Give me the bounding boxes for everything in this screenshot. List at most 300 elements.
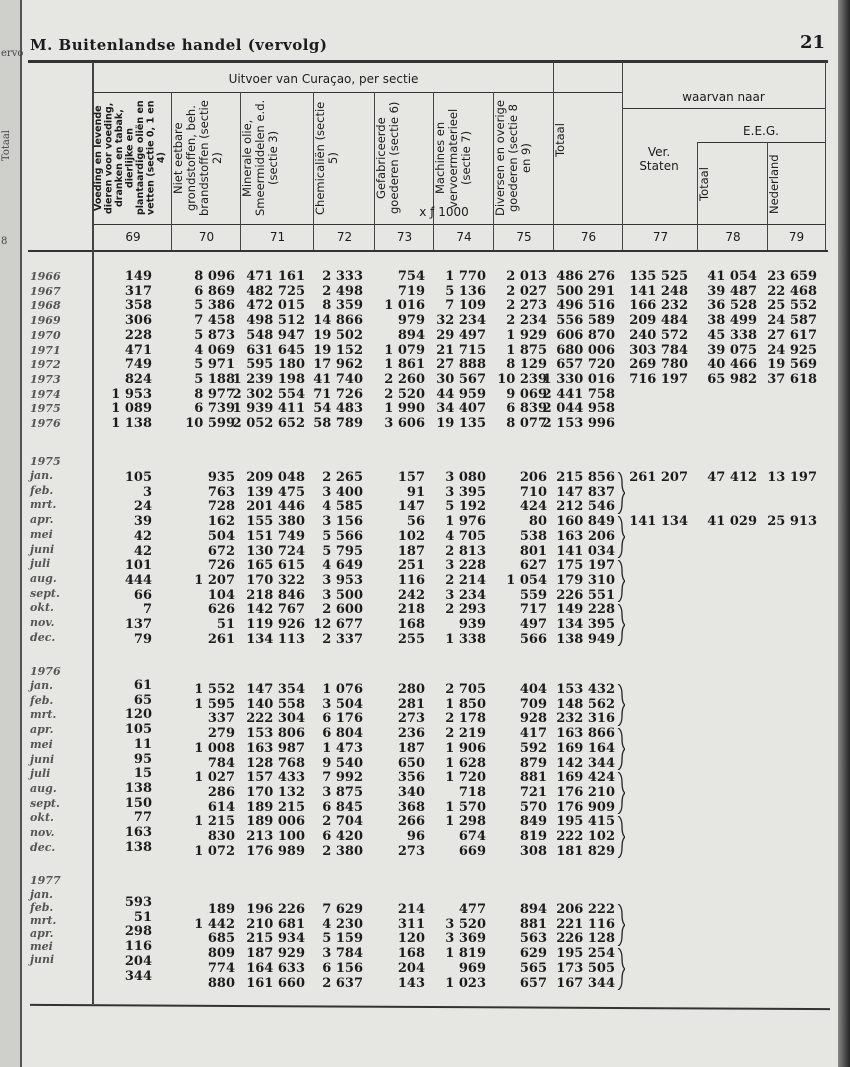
cell-col-69: 163 bbox=[124, 825, 152, 840]
cell-col-70: 726 bbox=[207, 558, 235, 574]
row-label: apr. bbox=[30, 723, 54, 737]
cell-col-76: 221 116 bbox=[556, 916, 615, 932]
cell-col-75: 80 bbox=[528, 514, 547, 530]
cell-col-69: 749 bbox=[124, 357, 152, 373]
quarter-brace bbox=[617, 728, 625, 770]
cell-col-76: 160 849 bbox=[556, 514, 615, 530]
cell-col-71: 196 226 bbox=[246, 902, 305, 917]
cell-col-73: 236 bbox=[397, 726, 425, 742]
header-rule bbox=[92, 224, 825, 225]
cell-col-74: 27 888 bbox=[436, 357, 486, 373]
cell-col-77: 166 232 bbox=[629, 298, 688, 314]
cell-col-75: 2 027 bbox=[506, 283, 547, 299]
cell-col-76: 226 128 bbox=[556, 931, 615, 947]
column-number: 74 bbox=[456, 230, 472, 244]
quarter-brace bbox=[617, 472, 625, 514]
cell-col-74: 21 715 bbox=[436, 342, 486, 358]
cell-col-75: 424 bbox=[519, 499, 547, 515]
header-rule bbox=[622, 108, 825, 109]
cell-col-74: 2 214 bbox=[445, 572, 486, 588]
cell-col-74: 718 bbox=[458, 784, 486, 800]
cell-col-72: 6 804 bbox=[322, 726, 363, 742]
cell-col-70: 4 069 bbox=[194, 342, 235, 358]
cell-col-78: 47 412 bbox=[707, 470, 757, 485]
margin-fragment: ervo bbox=[1, 48, 24, 59]
header-eeg: E.E.G. bbox=[743, 124, 779, 138]
cell-col-72: 71 726 bbox=[313, 386, 363, 402]
cell-col-74: 5 192 bbox=[445, 499, 486, 515]
cell-col-75: 657 bbox=[519, 975, 547, 991]
cell-col-70: 8 977 bbox=[194, 386, 235, 402]
cell-col-74: 969 bbox=[458, 960, 486, 976]
cell-col-71: 128 768 bbox=[246, 755, 305, 771]
cell-col-73: 754 bbox=[397, 269, 425, 284]
cell-col-74: 1 770 bbox=[445, 269, 486, 284]
row-label: feb. bbox=[30, 693, 54, 707]
cell-col-75: 404 bbox=[519, 682, 547, 697]
cell-col-75: 1 054 bbox=[506, 572, 547, 588]
cell-col-76: 215 856 bbox=[556, 470, 615, 485]
cell-col-75: 881 bbox=[519, 916, 547, 932]
cell-col-74: 3 228 bbox=[445, 558, 486, 574]
cell-col-75: 8 077 bbox=[506, 416, 547, 431]
cell-col-70: 1 595 bbox=[194, 696, 235, 712]
cell-col-70: 6 869 bbox=[194, 283, 235, 299]
cell-col-72: 5 795 bbox=[322, 543, 363, 559]
col-header-69: Voeding en levende dieren voor voeding, dranken en tabak, dierlijke en plantaardige oliën en vetten (sectie 0, 1 en 4) bbox=[93, 100, 167, 216]
cell-col-71: 595 180 bbox=[246, 357, 305, 373]
cell-col-73: 218 bbox=[397, 602, 425, 618]
cell-col-69: 105 bbox=[124, 470, 152, 485]
cell-col-72: 7 992 bbox=[322, 770, 363, 786]
cell-col-72: 2 380 bbox=[322, 843, 363, 859]
cell-col-71: 170 322 bbox=[246, 572, 305, 588]
cell-col-71: 163 987 bbox=[246, 740, 305, 756]
cell-col-72: 7 629 bbox=[322, 902, 363, 917]
cell-col-72: 12 677 bbox=[313, 617, 363, 632]
cell-col-69: 42 bbox=[133, 543, 152, 559]
cell-col-74: 1 850 bbox=[445, 696, 486, 712]
cell-col-76: 500 291 bbox=[556, 283, 615, 299]
cell-col-74: 5 136 bbox=[445, 283, 486, 299]
cell-col-69: 317 bbox=[124, 283, 152, 299]
header-ver-staten: Ver. Staten bbox=[639, 145, 679, 173]
header-waarvan: waarvan naar bbox=[682, 90, 765, 104]
cell-col-70: 1 215 bbox=[194, 814, 235, 830]
cell-col-73: 204 bbox=[397, 960, 425, 976]
cell-col-74: 29 497 bbox=[436, 327, 486, 343]
cell-col-69: 120 bbox=[124, 707, 152, 723]
row-label: sept. bbox=[30, 796, 60, 810]
cell-col-73: 147 bbox=[397, 499, 425, 515]
cell-col-69: 204 bbox=[124, 953, 152, 969]
row-label: 1975 bbox=[30, 402, 61, 416]
cell-col-71: 157 433 bbox=[246, 770, 305, 786]
cell-col-76: 232 316 bbox=[556, 711, 615, 727]
cell-col-71: 201 446 bbox=[246, 499, 305, 515]
cell-col-73: 719 bbox=[397, 283, 425, 299]
cell-col-71: 2 302 554 bbox=[232, 386, 305, 402]
cell-col-70: 261 bbox=[207, 631, 235, 647]
cell-col-77: 269 780 bbox=[629, 357, 688, 373]
row-label: jan. bbox=[30, 469, 53, 482]
cell-col-72: 6 845 bbox=[322, 799, 363, 815]
cell-col-76: 169 164 bbox=[556, 740, 615, 756]
cell-col-76: 206 222 bbox=[556, 902, 615, 917]
cell-col-79: 37 618 bbox=[767, 371, 817, 387]
column-number: 78 bbox=[725, 230, 741, 244]
cell-col-74: 674 bbox=[458, 829, 486, 844]
cell-col-73: 340 bbox=[397, 784, 425, 800]
col-divider bbox=[825, 62, 826, 250]
cell-col-78: 41 054 bbox=[707, 269, 757, 284]
cell-col-74: 32 234 bbox=[436, 313, 486, 329]
cell-col-73: 120 bbox=[397, 931, 425, 947]
cell-col-70: 162 bbox=[207, 514, 235, 530]
cell-col-73: 1 861 bbox=[384, 357, 425, 373]
cell-col-73: 894 bbox=[397, 327, 425, 343]
cell-col-71: 548 947 bbox=[246, 327, 305, 343]
cell-col-72: 19 152 bbox=[313, 342, 363, 358]
cell-col-74: 3 080 bbox=[445, 470, 486, 485]
row-label: nov. bbox=[30, 616, 55, 629]
col-header-70: Niet eetbare grondstoffen, beh. brandstoffen (sectie 2) bbox=[171, 100, 224, 216]
cell-col-73: 266 bbox=[397, 814, 425, 830]
cell-col-76: 195 415 bbox=[556, 814, 615, 830]
cell-col-74: 477 bbox=[458, 902, 486, 917]
column-number: 76 bbox=[580, 230, 597, 244]
cell-col-72: 3 500 bbox=[322, 587, 363, 603]
cell-col-73: 1 990 bbox=[384, 401, 425, 417]
cell-col-69: 11 bbox=[133, 736, 152, 752]
margin-fragment: 8 bbox=[1, 236, 8, 247]
cell-col-76: 195 254 bbox=[556, 946, 615, 962]
cell-col-71: 140 558 bbox=[246, 696, 305, 712]
quarter-brace bbox=[617, 604, 625, 646]
cell-col-75: 592 bbox=[519, 740, 547, 756]
cell-col-76: 2 044 958 bbox=[542, 401, 615, 417]
cell-col-69: 15 bbox=[133, 766, 152, 782]
cell-col-74: 1 819 bbox=[445, 946, 486, 962]
cell-col-74: 2 178 bbox=[445, 711, 486, 727]
cell-col-69: 24 bbox=[133, 499, 152, 515]
cell-col-73: 187 bbox=[397, 543, 425, 559]
cell-col-71: 134 113 bbox=[246, 631, 305, 647]
cell-col-72: 4 585 bbox=[322, 499, 363, 515]
cell-col-72: 2 600 bbox=[322, 602, 363, 618]
cell-col-70: 5 873 bbox=[194, 327, 235, 343]
cell-col-76: 169 424 bbox=[556, 770, 615, 786]
cell-col-71: 213 100 bbox=[246, 829, 305, 844]
cell-col-69: 3 bbox=[142, 484, 152, 500]
margin-fragment: Totaal bbox=[1, 130, 12, 162]
cell-col-75: 9 069 bbox=[506, 386, 547, 402]
cell-col-74: 44 959 bbox=[436, 386, 486, 402]
cell-col-76: 556 589 bbox=[556, 313, 615, 329]
cell-col-73: 650 bbox=[397, 755, 425, 771]
cell-col-70: 337 bbox=[207, 711, 235, 727]
row-label: jan. bbox=[30, 888, 53, 901]
cell-col-72: 8 359 bbox=[322, 298, 363, 314]
cell-col-72: 17 962 bbox=[313, 357, 363, 373]
cell-col-78: 41 029 bbox=[707, 514, 757, 530]
cell-col-73: 273 bbox=[397, 843, 425, 859]
cell-col-69: 444 bbox=[124, 572, 152, 588]
cell-col-71: 170 132 bbox=[246, 784, 305, 800]
cell-col-75: 538 bbox=[519, 528, 547, 544]
cell-col-75: 627 bbox=[519, 558, 547, 574]
column-number: 73 bbox=[396, 230, 413, 244]
cell-col-70: 1 072 bbox=[194, 843, 235, 859]
cell-col-73: 251 bbox=[397, 558, 425, 574]
cell-col-75: 308 bbox=[519, 843, 547, 859]
cell-col-74: 4 705 bbox=[445, 528, 486, 544]
cell-col-70: 774 bbox=[207, 960, 235, 976]
row-label: apr. bbox=[30, 513, 54, 527]
quarter-brace bbox=[617, 948, 625, 990]
cell-col-70: 7 458 bbox=[194, 313, 235, 329]
cell-col-72: 3 504 bbox=[322, 696, 363, 712]
cell-col-78: 45 338 bbox=[707, 327, 757, 343]
cell-col-75: 849 bbox=[519, 814, 547, 830]
cell-col-75: 563 bbox=[519, 931, 547, 947]
cell-col-75: 417 bbox=[519, 726, 547, 742]
cell-col-70: 5 386 bbox=[194, 298, 235, 314]
cell-col-77: 135 525 bbox=[629, 269, 688, 284]
cell-col-73: 214 bbox=[397, 902, 425, 917]
row-label: 1968 bbox=[30, 299, 61, 313]
header-unit: x ƒ 1000 bbox=[419, 205, 469, 219]
cell-col-76: 486 276 bbox=[556, 269, 615, 284]
cell-col-72: 19 502 bbox=[313, 327, 363, 343]
cell-col-72: 2 637 bbox=[322, 975, 363, 991]
quarter-brace bbox=[617, 684, 625, 726]
cell-col-69: 1 138 bbox=[111, 416, 152, 431]
section-year: 1977 bbox=[30, 874, 61, 887]
cell-col-74: 1 976 bbox=[445, 514, 486, 530]
column-number: 75 bbox=[516, 230, 532, 244]
cell-col-79: 25 552 bbox=[767, 298, 817, 314]
cell-col-69: 101 bbox=[124, 558, 152, 574]
quarter-brace bbox=[617, 560, 625, 602]
cell-col-73: 168 bbox=[397, 617, 425, 632]
cell-col-71: 189 006 bbox=[246, 814, 305, 830]
cell-col-79: 27 617 bbox=[767, 327, 817, 343]
cell-col-71: 139 475 bbox=[246, 484, 305, 500]
cell-col-70: 880 bbox=[207, 975, 235, 991]
cell-col-70: 1 027 bbox=[194, 770, 235, 786]
row-label: mrt. bbox=[30, 708, 57, 722]
cell-col-73: 2 260 bbox=[384, 371, 425, 387]
cell-col-71: 119 926 bbox=[246, 617, 305, 632]
header-top-rule bbox=[28, 60, 828, 63]
cell-col-72: 3 953 bbox=[322, 572, 363, 588]
cell-col-74: 1 023 bbox=[445, 975, 486, 991]
cell-col-73: 143 bbox=[397, 975, 425, 991]
row-label: sept. bbox=[30, 586, 60, 600]
cell-col-72: 3 875 bbox=[322, 784, 363, 800]
cell-col-72: 58 789 bbox=[313, 416, 363, 431]
cell-col-72: 54 483 bbox=[313, 401, 363, 417]
cell-col-69: 79 bbox=[133, 631, 152, 647]
cell-col-79: 13 197 bbox=[767, 470, 817, 485]
cell-col-70: 8 096 bbox=[194, 269, 235, 284]
cell-col-72: 1 473 bbox=[322, 740, 363, 756]
col-header-75: Diversen en overige goederen (sectie 8 en 9) bbox=[493, 100, 533, 216]
cell-col-76: 147 837 bbox=[556, 484, 615, 500]
cell-col-79: 23 659 bbox=[767, 269, 817, 284]
cell-col-77: 716 197 bbox=[629, 371, 688, 387]
cell-col-76: 2 153 996 bbox=[542, 416, 615, 431]
cell-col-73: 91 bbox=[406, 484, 425, 500]
cell-col-72: 5 159 bbox=[322, 931, 363, 947]
column-number: 70 bbox=[198, 230, 215, 244]
row-label: okt. bbox=[30, 811, 54, 825]
cell-col-78: 39 487 bbox=[707, 283, 757, 299]
cell-col-73: 2 520 bbox=[384, 386, 425, 402]
quarter-brace bbox=[617, 772, 625, 814]
row-label: feb. bbox=[30, 901, 54, 914]
cell-col-72: 3 400 bbox=[322, 484, 363, 500]
table-bottom-rule bbox=[30, 1004, 830, 1010]
cell-col-71: 189 215 bbox=[246, 799, 305, 815]
cell-col-70: 1 442 bbox=[194, 916, 235, 932]
cell-col-71: 215 934 bbox=[246, 931, 305, 947]
cell-col-71: 2 052 652 bbox=[232, 416, 305, 431]
cell-col-75: 879 bbox=[519, 755, 547, 771]
row-label: mei bbox=[30, 940, 53, 953]
cell-col-71: 209 048 bbox=[246, 470, 305, 485]
cell-col-73: 311 bbox=[397, 916, 425, 932]
cell-col-69: 149 bbox=[124, 269, 152, 284]
cell-col-71: 218 846 bbox=[246, 587, 305, 603]
cell-col-69: 95 bbox=[133, 751, 152, 767]
cell-col-76: 173 505 bbox=[556, 960, 615, 976]
cell-col-76: 176 210 bbox=[556, 784, 615, 800]
page-edge-shadow bbox=[838, 0, 850, 1067]
cell-col-75: 801 bbox=[519, 543, 547, 559]
cell-col-70: 6 739 bbox=[194, 401, 235, 417]
cell-col-70: 1 207 bbox=[194, 572, 235, 588]
cell-col-69: 306 bbox=[124, 313, 152, 329]
cell-col-70: 5 188 bbox=[194, 371, 235, 387]
cell-col-73: 979 bbox=[397, 313, 425, 329]
cell-col-73: 1 016 bbox=[384, 298, 425, 314]
cell-col-74: 30 567 bbox=[436, 371, 486, 387]
cell-col-70: 5 971 bbox=[194, 357, 235, 373]
cell-col-69: 1 953 bbox=[111, 386, 152, 402]
cell-col-71: 155 380 bbox=[246, 514, 305, 530]
cell-col-72: 5 566 bbox=[322, 528, 363, 544]
cell-col-75: 497 bbox=[519, 617, 547, 632]
cell-col-72: 2 704 bbox=[322, 814, 363, 830]
cell-col-73: 368 bbox=[397, 799, 425, 815]
cell-col-74: 1 628 bbox=[445, 755, 486, 771]
cell-col-69: 298 bbox=[124, 924, 152, 940]
cell-col-71: 482 725 bbox=[246, 283, 305, 299]
cell-col-77: 261 207 bbox=[629, 470, 688, 485]
cell-col-69: 137 bbox=[124, 617, 152, 632]
cell-col-75: 566 bbox=[519, 631, 547, 647]
cell-col-70: 626 bbox=[207, 602, 235, 618]
cell-col-73: 96 bbox=[406, 829, 425, 844]
cell-col-76: 141 034 bbox=[556, 543, 615, 559]
row-label: 1966 bbox=[30, 270, 61, 283]
cell-col-72: 14 866 bbox=[313, 313, 363, 329]
row-label: 1976 bbox=[30, 417, 61, 430]
row-label: 1967 bbox=[30, 284, 61, 298]
cell-col-75: 1 929 bbox=[506, 327, 547, 343]
cell-col-70: 1 008 bbox=[194, 740, 235, 756]
cell-col-70: 672 bbox=[207, 543, 235, 559]
cell-col-76: 175 197 bbox=[556, 558, 615, 574]
cell-col-71: 153 806 bbox=[246, 726, 305, 742]
cell-col-79: 24 925 bbox=[767, 342, 817, 358]
cell-col-78: 39 075 bbox=[707, 342, 757, 358]
cell-col-70: 763 bbox=[207, 484, 235, 500]
row-label: juli bbox=[30, 767, 51, 781]
row-label: 1970 bbox=[30, 328, 61, 342]
cell-col-72: 4 230 bbox=[322, 916, 363, 932]
cell-col-75: 717 bbox=[519, 602, 547, 618]
cell-col-75: 559 bbox=[519, 587, 547, 603]
row-label: dec. bbox=[30, 840, 56, 854]
col-header-73: Gefabriceerde goederen (sectie 6) bbox=[374, 101, 401, 215]
quarter-brace bbox=[617, 904, 625, 946]
column-number: 69 bbox=[125, 230, 141, 244]
cell-col-71: 471 161 bbox=[246, 269, 305, 284]
cell-col-76: 167 344 bbox=[556, 975, 615, 991]
row-label: 1972 bbox=[30, 358, 61, 372]
header-bottom-rule bbox=[28, 250, 828, 252]
row-label: juli bbox=[30, 557, 51, 571]
cell-col-73: 157 bbox=[397, 470, 425, 485]
cell-col-70: 504 bbox=[207, 528, 235, 544]
row-label: mei bbox=[30, 737, 53, 751]
cell-col-69: 358 bbox=[124, 298, 152, 314]
col-header-72: Chemicaliën (sectie 5) bbox=[313, 101, 340, 215]
cell-col-77: 209 484 bbox=[629, 313, 688, 329]
cell-col-69: 77 bbox=[133, 810, 152, 826]
cell-col-69: 138 bbox=[124, 780, 152, 796]
cell-col-69: 7 bbox=[142, 602, 152, 618]
cell-col-78: 38 499 bbox=[707, 313, 757, 329]
cell-col-76: 680 006 bbox=[556, 342, 615, 358]
cell-col-78: 36 528 bbox=[707, 298, 757, 314]
cell-col-76: 606 870 bbox=[556, 327, 615, 343]
cell-col-75: 894 bbox=[519, 902, 547, 917]
cell-col-70: 935 bbox=[207, 470, 235, 485]
cell-col-71: 210 681 bbox=[246, 916, 305, 932]
row-label: 1971 bbox=[30, 343, 61, 357]
cell-col-72: 3 156 bbox=[322, 514, 363, 530]
cell-col-76: 496 516 bbox=[556, 298, 615, 314]
cell-col-76: 149 228 bbox=[556, 602, 615, 618]
cell-col-76: 212 546 bbox=[556, 499, 615, 515]
cell-col-74: 1 298 bbox=[445, 814, 486, 830]
row-label: nov. bbox=[30, 826, 55, 839]
cell-col-69: 105 bbox=[124, 722, 152, 738]
cell-col-71: 165 615 bbox=[246, 558, 305, 574]
cell-col-79: 19 569 bbox=[767, 357, 817, 373]
cell-col-76: 163 866 bbox=[556, 726, 615, 742]
cell-col-75: 928 bbox=[519, 711, 547, 727]
column-number: 77 bbox=[652, 230, 669, 244]
cell-col-70: 10 599 bbox=[185, 416, 235, 431]
cell-col-69: 228 bbox=[124, 327, 152, 343]
cell-col-69: 42 bbox=[133, 528, 152, 544]
quarter-brace bbox=[617, 516, 625, 558]
